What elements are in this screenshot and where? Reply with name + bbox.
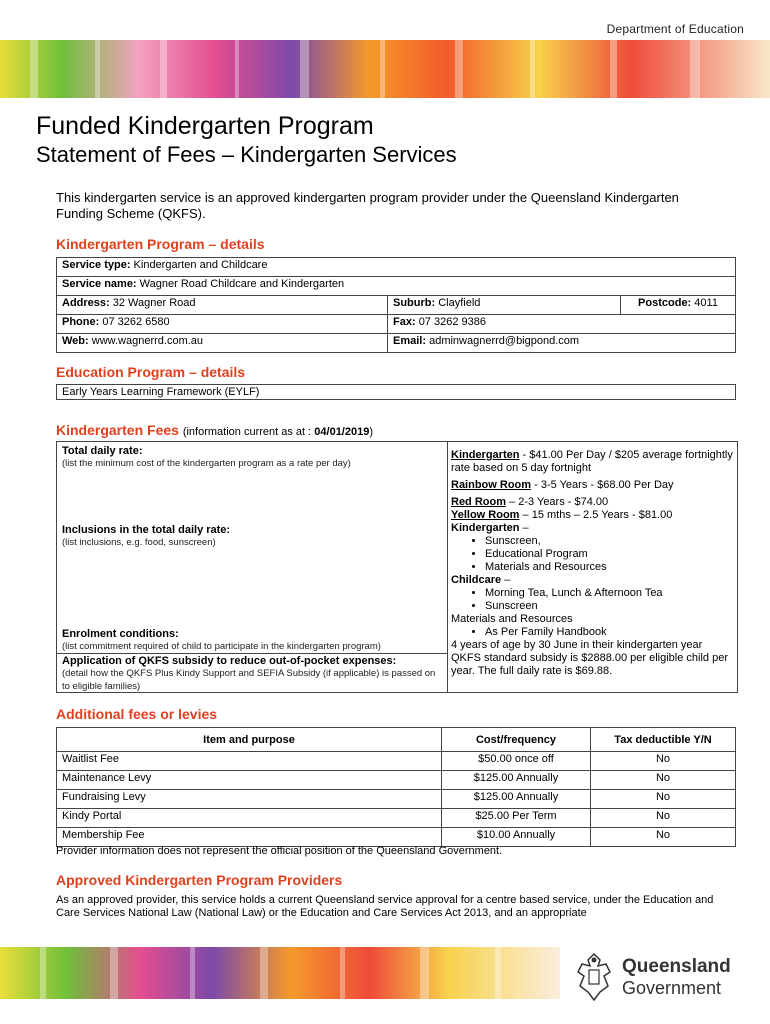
page-subtitle: Statement of Fees – Kindergarten Services bbox=[36, 142, 457, 167]
logo-name: Queensland bbox=[622, 956, 731, 977]
info-date: 04/01/2019 bbox=[314, 426, 370, 438]
fees-labels-column bbox=[57, 442, 448, 692]
inclusions-kindergarten-heading: Kindergarten – bbox=[451, 522, 529, 534]
logo-sub: Government bbox=[622, 978, 722, 998]
fax-cell: Fax: 07 3262 9386 bbox=[388, 315, 736, 334]
address-cell: Address: 32 Wagner Road bbox=[57, 296, 388, 315]
table-row: Kindy Portal $25.00 Per Term No bbox=[57, 809, 736, 828]
page-title: Funded Kindergarten Program bbox=[36, 112, 374, 140]
table-row: Waitlist Fee $50.00 once off No bbox=[57, 752, 736, 771]
postcode-cell: Postcode: 4011 bbox=[621, 296, 736, 315]
list-item: • Sunscreen, bbox=[485, 535, 736, 548]
table-header-row bbox=[57, 728, 736, 752]
list-item: • Sunscreen bbox=[485, 600, 736, 613]
column-header: Cost/frequency bbox=[442, 728, 591, 752]
rate-yellow-room: Yellow Room – 15 mths – 2.5 Years - $81.00 bbox=[451, 509, 673, 521]
phone-cell: Phone: 07 3262 6580 bbox=[57, 315, 388, 334]
rate-rainbow-room: Rainbow Room - 3-5 Years - $68.00 Per Day bbox=[451, 479, 674, 491]
web-cell: Web: www.wagnerrd.com.au bbox=[57, 334, 388, 353]
table-row: Fundraising Levy $125.00 Annually No bbox=[57, 790, 736, 809]
education-heading: Education Program – details bbox=[56, 364, 246, 380]
table-row: Maintenance Levy $125.00 Annually No bbox=[57, 771, 736, 790]
additional-fees-table bbox=[56, 727, 736, 847]
header-banner bbox=[0, 40, 770, 98]
list-item: • Educational Program bbox=[485, 548, 736, 561]
fees-values-column bbox=[449, 442, 736, 692]
list-item: • Materials and Resources bbox=[485, 561, 736, 574]
footer-banner bbox=[0, 947, 560, 999]
subsidy-text: QKFS standard subsidy is $2888.00 per eligible child per year. The full daily rate is $69.88. bbox=[451, 652, 728, 677]
rainbow-brush-graphic bbox=[0, 947, 560, 999]
rate-red-room: Red Room – 2-3 Years - $74.00 bbox=[451, 496, 609, 508]
subsidy-label-block: Application of QKFS subsidy to reduce out-of-pocket expenses: (detail how the QKFS Plus Kindy Support and SEFIA Subsidy (if applicable) is passed on to eligible families) bbox=[62, 655, 436, 692]
column-header: Tax deductible Y/N bbox=[591, 728, 736, 752]
rainbow-brush-graphic bbox=[0, 40, 770, 98]
providers-text: As an approved provider, this service holds a current Queensland service approval for a centre based service, under the Education and Care Services National Law (National Law) or the Education and Care Services Act 2013, and an appropriate bbox=[56, 894, 714, 919]
inclusions-label-block: Inclusions in the total daily rate: (list inclusions, e.g. food, sunscreen) bbox=[62, 524, 231, 548]
framework-cell: Early Years Learning Framework (EYLF) bbox=[57, 385, 736, 400]
program-details-table bbox=[56, 257, 736, 353]
enrolment-label-block: Enrolment conditions: (list commitment required of child to participate in the kindergarten program) bbox=[62, 628, 381, 652]
divider bbox=[57, 653, 447, 654]
enrolment-list bbox=[451, 626, 736, 639]
disclaimer-note: Provider information does not represent the official position of the Queensland Government. bbox=[56, 845, 503, 857]
rate-kindergarten: Kindergarten - $41.00 Per Day / $205 average fortnightly rate based on 5 day fortnight bbox=[451, 449, 733, 474]
list-item: • Morning Tea, Lunch & Afternoon Tea bbox=[485, 587, 736, 600]
inclusions-extra: Materials and Resources bbox=[451, 613, 573, 625]
fees-table bbox=[56, 441, 738, 693]
queensland-government-logo bbox=[572, 952, 752, 1002]
coat-of-arms-icon bbox=[572, 952, 616, 1002]
table-row: Membership Fee $10.00 Annually No bbox=[57, 828, 736, 847]
education-table bbox=[56, 384, 736, 400]
additional-heading: Additional fees or levies bbox=[56, 706, 218, 722]
enrolment-age: 4 years of age by 30 June in their kindergarten year bbox=[451, 639, 703, 651]
department-label: Department of Education bbox=[606, 22, 744, 36]
inclusions-childcare-heading: Childcare – bbox=[451, 574, 511, 586]
providers-heading: Approved Kindergarten Program Providers bbox=[56, 872, 343, 888]
inclusions-childcare-list bbox=[451, 587, 736, 613]
program-heading: Kindergarten Program – details bbox=[56, 236, 265, 252]
inclusions-kindergarten-list bbox=[451, 535, 736, 574]
email-cell: Email: adminwagnerrd@bigpond.com bbox=[388, 334, 736, 353]
daily-rate-label-block: Total daily rate: (list the minimum cost of the kindergarten program as a rate per day) bbox=[62, 445, 351, 469]
fees-heading: Kindergarten Fees (information current as at : 04/01/2019) bbox=[56, 422, 374, 438]
list-item: • As Per Family Handbook bbox=[485, 626, 736, 639]
column-header: Item and purpose bbox=[57, 728, 442, 752]
intro-text: This kindergarten service is an approved kindergarten program provider under the Queensland Kindergarten Funding Scheme (QKFS). bbox=[56, 190, 679, 221]
service-type-cell: Service type: Kindergarten and Childcare bbox=[57, 258, 736, 277]
service-name-cell: Service name: Wagner Road Childcare and Kindergarten bbox=[57, 277, 736, 296]
suburb-cell: Suburb: Clayfield bbox=[388, 296, 621, 315]
